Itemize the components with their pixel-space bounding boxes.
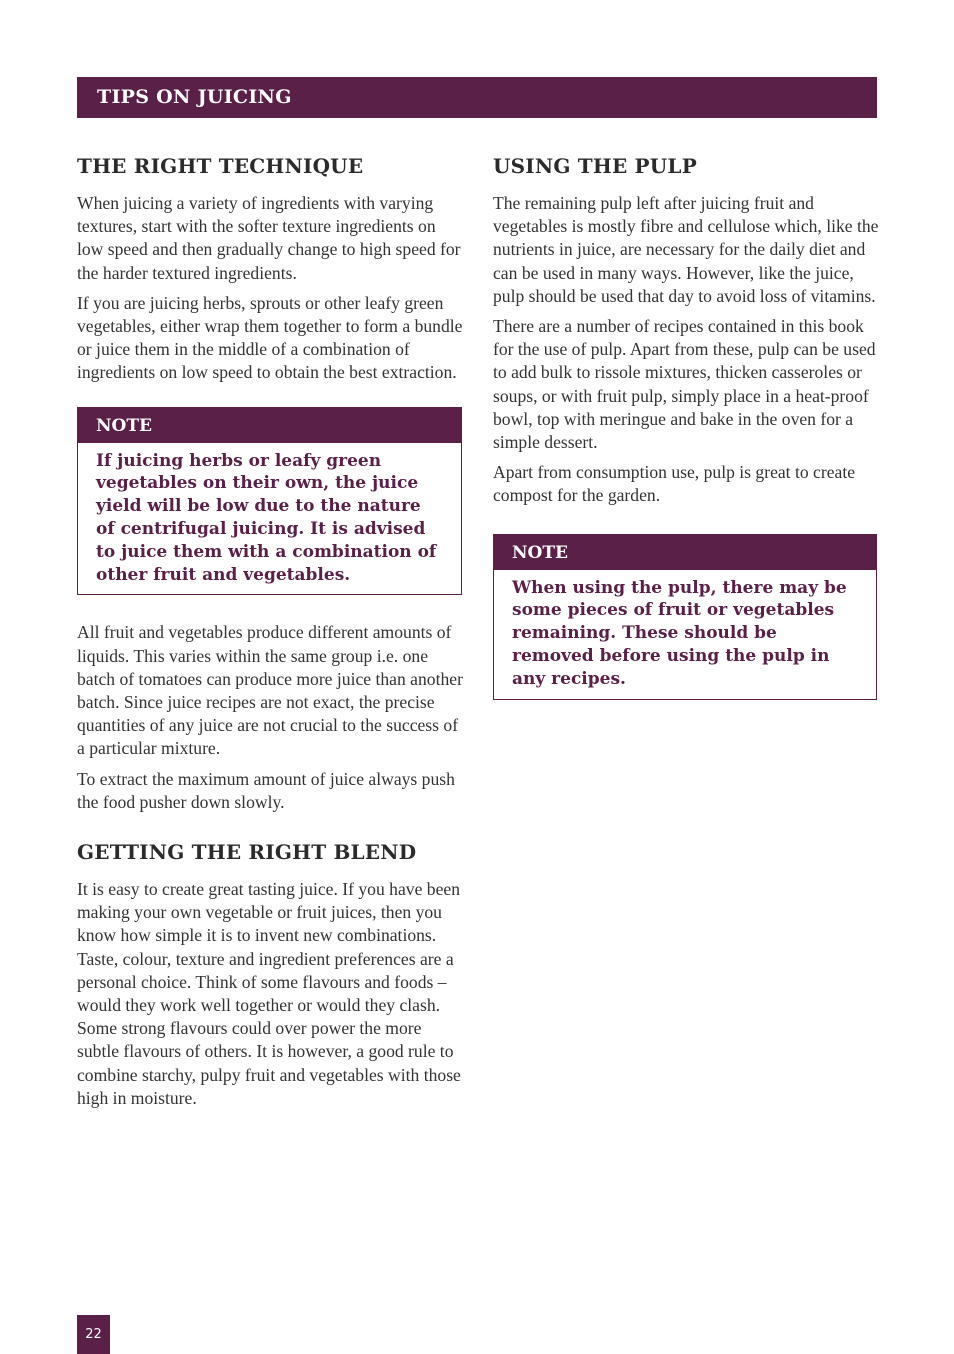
note-label: NOTE [494,535,876,570]
note-text: If juicing herbs or leafy green vegetables on their own, the juice yield will be low due to the nature of centrifugal juicing. It is advised to juice them with a combination of other fruit and vegetables. [96,450,437,585]
pulp-paragraph-3: Apart from consumption use, pulp is great to create compost for the garden. [493,462,856,506]
technique-paragraph-1: When juicing a variety of ingredients with varying textures, start with the softer texture ingredients on low speed and then gradually change to high speed for the harder textured ingredients. [77,193,461,283]
note-box-pulp [493,534,877,700]
technique-paragraph-2: If you are juicing herbs, sprouts or other leafy green vegetables, either wrap them together to form a bundle or juice them in the middle of a combination of ingredients on low speed to obtain the best extraction. [77,292,463,383]
pulp-paragraph-2: There are a number of recipes contained in this book for the use of pulp. Apart from these, pulp can be used to add bulk to rissole mixtures, thicken casseroles or soups, or with fruit pulp, simply place in a heat-proof bowl, top with meringue and bake in the oven for a simple dessert. [493,316,876,453]
pulp-paragraph-1: The remaining pulp left after juicing fruit and vegetables is mostly fibre and cellulose which, like the nutrients in juice, are necessary for the daily diet and can be used in many ways. However, like the juice, pulp should be used that day to avoid loss of vitamins. [493,193,879,306]
page-number: 22 [77,1315,110,1354]
right-column [493,152,881,700]
blend-paragraph: It is easy to create great tasting juice. If you have been making your own vegetable or fruit juices, then you know how simple it is to invent new combinations. Taste, colour, texture and ingredient preferences are a personal choice. Think of some flavours and foods – would they work well together or would they clash. Some strong flavours could over power the more subtle flavours of others. It is however, a good rule to combine starchy, pulpy fruit and vegetables with those high in moisture. [77,879,461,1108]
left-column [77,152,463,1117]
pulp-heading: USING THE PULP [493,154,697,178]
section-banner: TIPS ON JUICING [77,77,877,118]
pusher-paragraph: To extract the maximum amount of juice always push the food pusher down slowly. [77,768,455,812]
note-box-herbs [77,407,462,596]
note-label: NOTE [78,408,461,443]
note-text: When using the pulp, there may be some pieces of fruit or vegetables remaining. These should be removed before using the pulp in any recipes. [512,577,847,689]
technique-heading: THE RIGHT TECHNIQUE [77,154,364,178]
liquids-paragraph: All fruit and vegetables produce different amounts of liquids. This varies within the same group i.e. one batch of tomatoes can produce more juice than another batch. Since juice recipes are not exact, the precise quantities of any juice are not crucial to the success of a particular mixture. [77,622,463,759]
blend-heading: GETTING THE RIGHT BLEND [77,840,417,865]
